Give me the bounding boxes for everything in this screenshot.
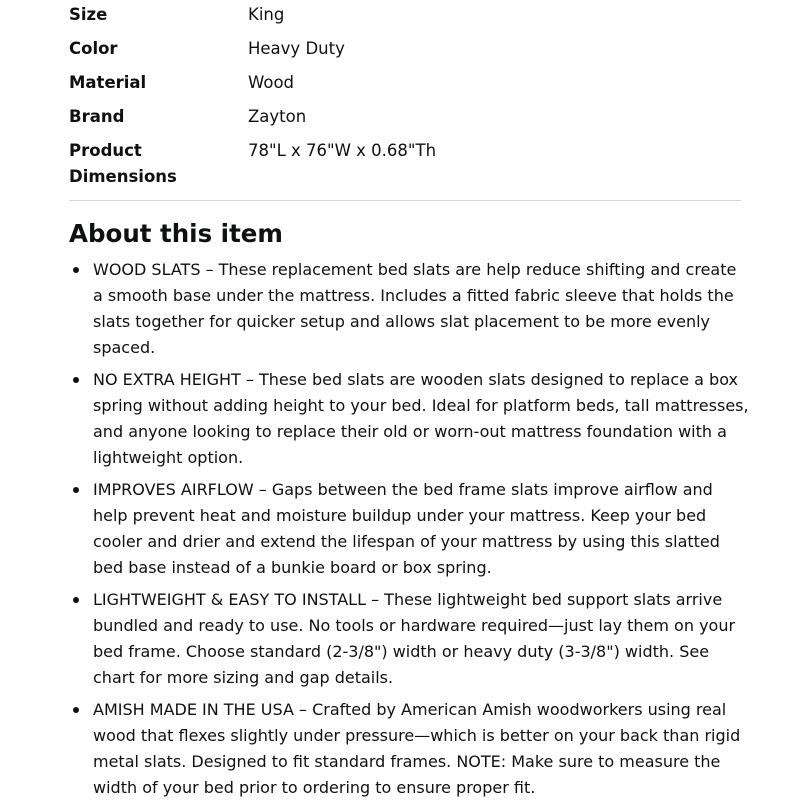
spec-label: Size (69, 5, 108, 24)
spec-label: Brand (69, 107, 125, 126)
feature-bullet-text: AMISH MADE IN THE USA – Crafted by American Amish woodworkers using real wood that flexes slightly under pressure—which is better on your back than rigid metal slats. Designed to fit standard frames. NOTE: Make sure to measure the width of your bed prior to ordering to ensure proper fit. (93, 700, 741, 797)
product-specs-table (69, 2, 741, 198)
feature-bullet-list (69, 257, 749, 807)
section-divider (69, 200, 741, 201)
spec-value: Wood (248, 73, 295, 92)
spec-value: King (248, 5, 285, 24)
bullet-dot-icon (73, 377, 79, 383)
feature-bullet-text: IMPROVES AIRFLOW – Gaps between the bed frame slats improve airflow and help prevent heat and moisture buildup under your mattress. Keep your bed cooler and drier and extend the lifespan of your mattress by using this slatted bed base instead of a bunkie board or box spring. (93, 480, 720, 577)
spec-row-color (69, 36, 741, 70)
feature-bullet-text: NO EXTRA HEIGHT – These bed slats are wooden slats designed to replace a box spring without adding height to your bed. Ideal for platform beds, tall mattresses, and anyone looking to replace their old or worn-out mattress foundation with a lightweight option. (93, 370, 749, 467)
spec-value: 78"L x 76"W x 0.68"Th (248, 141, 437, 160)
spec-label: Product Dimensions (69, 141, 177, 186)
spec-value: Zayton (248, 107, 307, 126)
feature-bullet (69, 367, 749, 471)
feature-bullet (69, 257, 749, 361)
spec-row-material (69, 70, 741, 104)
bullet-dot-icon (73, 707, 79, 713)
spec-label: Color (69, 39, 118, 58)
feature-bullet (69, 477, 749, 581)
bullet-dot-icon (73, 267, 79, 273)
spec-row-size (69, 2, 741, 36)
about-section-title: About this item (69, 219, 283, 248)
spec-row-dimensions (69, 138, 741, 198)
feature-bullet (69, 697, 749, 801)
bullet-dot-icon (73, 597, 79, 603)
spec-value: Heavy Duty (248, 39, 345, 58)
feature-bullet (69, 587, 749, 691)
feature-bullet-text: WOOD SLATS – These replacement bed slats are help reduce shifting and create a smooth base under the mattress. Includes a fitted fabric sleeve that holds the slats together for quicker setup and allows slat placement to be more evenly spaced. (93, 260, 737, 357)
bullet-dot-icon (73, 487, 79, 493)
feature-bullet-text: LIGHTWEIGHT & EASY TO INSTALL – These lightweight bed support slats arrive bundled and ready to use. No tools or hardware required—just lay them on your bed frame. Choose standard (2-3/8") width or heavy duty (3-3/8") width. See chart for more sizing and gap details. (93, 590, 736, 687)
spec-label: Material (69, 73, 147, 92)
spec-row-brand (69, 104, 741, 138)
